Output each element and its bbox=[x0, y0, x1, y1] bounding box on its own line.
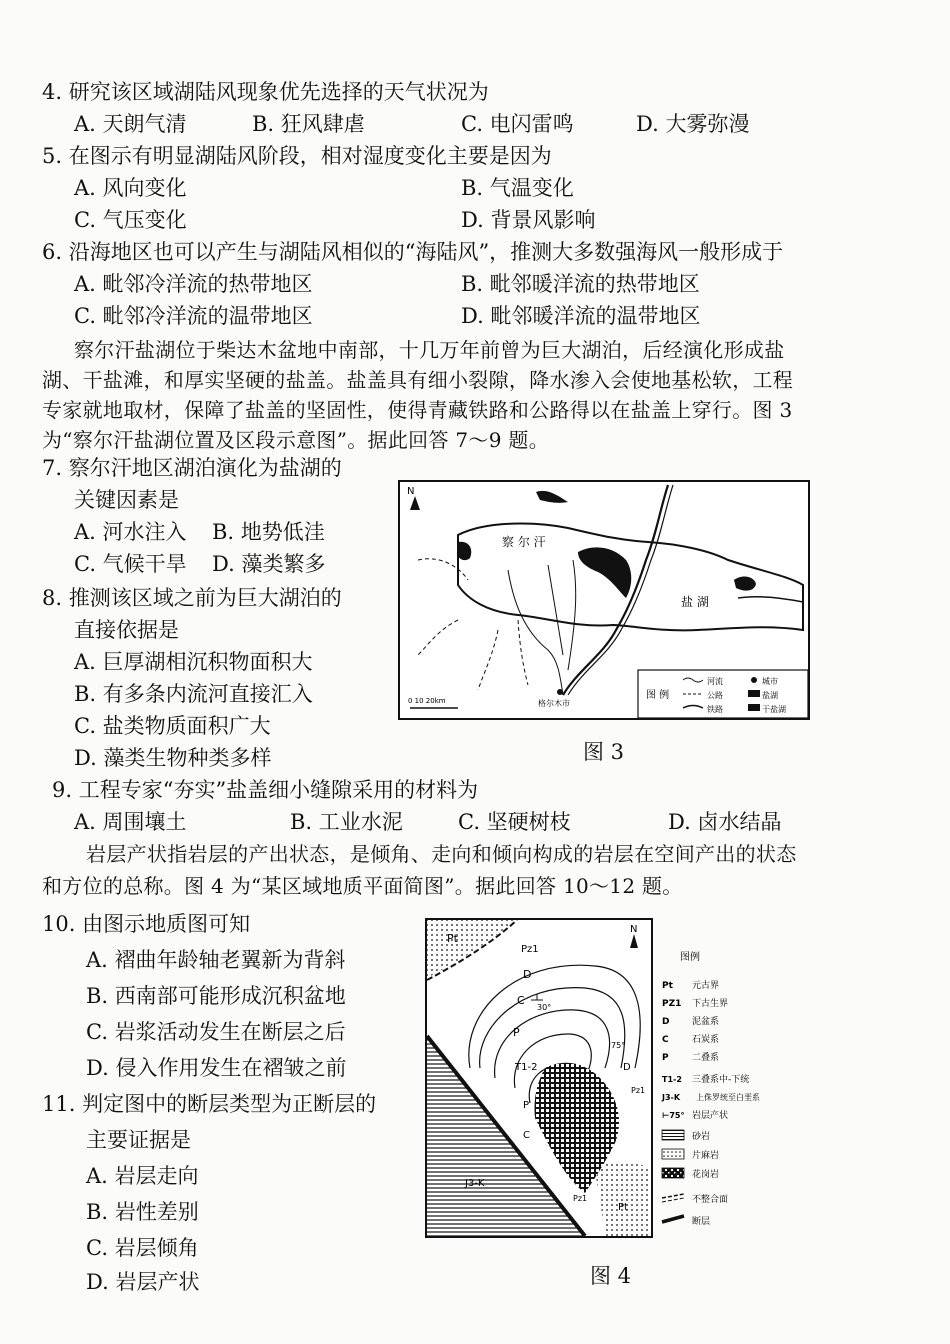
svg-text:P: P bbox=[662, 1053, 669, 1063]
q4-option-c[interactable]: C. 电闪雷鸣 bbox=[461, 112, 574, 136]
svg-text:公路: 公路 bbox=[707, 691, 723, 700]
svg-text:T1-2: T1-2 bbox=[662, 1075, 682, 1084]
figure-4-caption: 图 4 bbox=[590, 1264, 632, 1288]
passage1-line2: 湖、干盐滩，和厚实坚硬的盐盖。盐盖具有细小裂隙，降水渗入会使地基松软，工程 bbox=[42, 368, 794, 392]
svg-text:岩层产状: 岩层产状 bbox=[692, 1111, 729, 1121]
q4-option-d[interactable]: D. 大雾弥漫 bbox=[636, 112, 750, 136]
q9-option-d[interactable]: D. 卤水结晶 bbox=[668, 810, 782, 834]
q7-option-a[interactable]: A. 河水注入 bbox=[74, 520, 187, 544]
passage2-line1: 岩层产状指岩层的产出状态，是倾角、走向和倾向构成的岩层在空间产出的状态 bbox=[86, 842, 797, 866]
q7-option-c[interactable]: C. 气候干旱 bbox=[74, 552, 187, 576]
svg-text:Pt: Pt bbox=[447, 932, 458, 945]
svg-text:D: D bbox=[523, 968, 532, 981]
svg-text:30°: 30° bbox=[537, 1003, 552, 1012]
svg-text:Pt: Pt bbox=[618, 1202, 628, 1213]
svg-text:泥盆系: 泥盆系 bbox=[692, 1017, 720, 1027]
figure-4-geologic-map bbox=[425, 918, 655, 1240]
figure-3-caption: 图 3 bbox=[583, 740, 625, 764]
q11-option-c[interactable]: C. 岩层倾角 bbox=[86, 1236, 199, 1260]
q5-option-d[interactable]: D. 背景风影响 bbox=[461, 208, 596, 232]
svg-text:图例: 图例 bbox=[680, 952, 700, 963]
figure-4-legend bbox=[658, 946, 798, 1236]
svg-text:N: N bbox=[407, 486, 415, 497]
svg-text:C: C bbox=[523, 1130, 530, 1141]
svg-text:D: D bbox=[623, 1062, 631, 1073]
svg-text:下古生界: 下古生界 bbox=[692, 999, 729, 1009]
q9-option-a[interactable]: A. 周围壤土 bbox=[74, 810, 187, 834]
svg-text:片麻岩: 片麻岩 bbox=[692, 1151, 720, 1161]
svg-text:铁路: 铁路 bbox=[707, 705, 723, 714]
lake-label-yanhu: 盐 湖 bbox=[681, 595, 709, 609]
q8-stem-cont: 直接依据是 bbox=[74, 618, 179, 642]
q7-stem-cont: 关键因素是 bbox=[74, 488, 179, 512]
svg-text:0 10 20km: 0 10 20km bbox=[408, 697, 446, 705]
q11-option-d[interactable]: D. 岩层产状 bbox=[86, 1270, 200, 1294]
figure-3-legend bbox=[638, 670, 808, 718]
svg-text:J3-K: J3-K bbox=[662, 1093, 681, 1102]
svg-text:城市: 城市 bbox=[762, 677, 778, 686]
q7-option-b[interactable]: B. 地势低洼 bbox=[212, 520, 325, 544]
svg-text:75°: 75° bbox=[611, 1041, 626, 1050]
lake-label-chaerhan: 察 尔 汗 bbox=[502, 535, 546, 549]
q10-stem: 10. 由图示地质图可知 bbox=[42, 912, 251, 936]
q5-stem: 5. 在图示有明显湖陆风阶段，相对湿度变化主要是因为 bbox=[42, 144, 552, 168]
passage1-line4: 为“察尔汗盐湖位置及区段示意图”。据此回答 7～9 题。 bbox=[42, 428, 550, 452]
svg-text:⊢75°: ⊢75° bbox=[662, 1111, 685, 1120]
q4-option-a[interactable]: A. 天朗气清 bbox=[74, 112, 187, 136]
svg-text:C: C bbox=[517, 994, 525, 1007]
svg-text:Pz1: Pz1 bbox=[521, 944, 539, 955]
q6-option-c[interactable]: C. 毗邻冷洋流的温带地区 bbox=[74, 304, 313, 328]
q4-option-b[interactable]: B. 狂风肆虐 bbox=[252, 112, 365, 136]
passage2-line2: 和方位的总称。图 4 为“某区域地质平面简图”。据此回答 10～12 题。 bbox=[42, 874, 683, 898]
svg-text:Pz1: Pz1 bbox=[631, 1086, 646, 1095]
q9-option-b[interactable]: B. 工业水泥 bbox=[290, 810, 403, 834]
svg-text:T1-2: T1-2 bbox=[515, 1062, 538, 1073]
svg-text:Pz1: Pz1 bbox=[573, 1194, 588, 1203]
svg-text:上侏罗统至白垩系: 上侏罗统至白垩系 bbox=[696, 1093, 760, 1102]
q6-stem: 6. 沿海地区也可以产生与湖陆风相似的“海陆风”，推测大多数强海风一般形成于 bbox=[42, 240, 784, 264]
q11-option-b[interactable]: B. 岩性差别 bbox=[86, 1200, 199, 1224]
svg-text:D: D bbox=[662, 1017, 670, 1027]
svg-text:三叠系中-下统: 三叠系中-下统 bbox=[692, 1075, 750, 1085]
svg-text:不整合面: 不整合面 bbox=[692, 1195, 729, 1205]
q8-stem: 8. 推测该区域之前为巨大湖泊的 bbox=[42, 586, 342, 610]
q8-option-b[interactable]: B. 有多条内流河直接汇入 bbox=[74, 682, 313, 706]
q11-option-a[interactable]: A. 岩层走向 bbox=[86, 1164, 199, 1188]
q11-stem-cont: 主要证据是 bbox=[86, 1128, 191, 1152]
q10-option-a[interactable]: A. 褶曲年龄轴老翼新为背斜 bbox=[86, 948, 346, 972]
q7-stem: 7. 察尔汗地区湖泊演化为盐湖的 bbox=[42, 456, 342, 480]
q4-stem: 4. 研究该区域湖陆风现象优先选择的天气状况为 bbox=[42, 80, 489, 104]
passage1-line3: 专家就地取材，保障了盐盖的坚固性，使得青藏铁路和公路得以在盐盖上穿行。图 3 bbox=[42, 398, 793, 422]
svg-text:干盐湖: 干盐湖 bbox=[762, 705, 786, 714]
q10-option-d[interactable]: D. 侵入作用发生在褶皱之前 bbox=[86, 1056, 347, 1080]
q10-option-c[interactable]: C. 岩浆活动发生在断层之后 bbox=[86, 1020, 346, 1044]
svg-text:花岗岩: 花岗岩 bbox=[692, 1170, 720, 1180]
svg-text:P: P bbox=[523, 1100, 530, 1111]
q5-option-a[interactable]: A. 风向变化 bbox=[74, 176, 187, 200]
svg-text:二叠系: 二叠系 bbox=[692, 1053, 720, 1063]
svg-text:图 例: 图 例 bbox=[646, 690, 670, 701]
q9-option-c[interactable]: C. 坚硬树枝 bbox=[458, 810, 571, 834]
q6-option-a[interactable]: A. 毗邻冷洋流的热带地区 bbox=[74, 272, 313, 296]
q8-option-a[interactable]: A. 巨厚湖相沉积物面积大 bbox=[74, 650, 313, 674]
city-label: 格尔木市 bbox=[538, 699, 570, 708]
svg-text:PZ1: PZ1 bbox=[662, 999, 682, 1009]
svg-text:河流: 河流 bbox=[707, 677, 723, 686]
svg-text:断层: 断层 bbox=[692, 1217, 711, 1227]
figure-3-map bbox=[398, 480, 810, 720]
q6-option-b[interactable]: B. 毗邻暖洋流的热带地区 bbox=[461, 272, 700, 296]
q11-stem: 11. 判定图中的断层类型为正断层的 bbox=[42, 1092, 377, 1116]
svg-text:J3-K: J3-K bbox=[465, 1178, 485, 1189]
q9-stem: 9. 工程专家“夯实”盐盖细小缝隙采用的材料为 bbox=[52, 778, 479, 802]
q5-option-b[interactable]: B. 气温变化 bbox=[461, 176, 574, 200]
q7-option-d[interactable]: D. 藻类繁多 bbox=[212, 552, 326, 576]
passage1-line1: 察尔汗盐湖位于柴达木盆地中南部，十几万年前曾为巨大湖泊，后经演化形成盐 bbox=[74, 338, 785, 362]
q8-option-c[interactable]: C. 盐类物质面积广大 bbox=[74, 714, 271, 738]
svg-text:砂岩: 砂岩 bbox=[692, 1132, 711, 1142]
q8-option-d[interactable]: D. 藻类生物种类多样 bbox=[74, 746, 272, 770]
q6-option-d[interactable]: D. 毗邻暖洋流的温带地区 bbox=[461, 304, 701, 328]
svg-text:石炭系: 石炭系 bbox=[692, 1035, 720, 1045]
svg-text:Pt: Pt bbox=[662, 981, 673, 991]
svg-text:元古界: 元古界 bbox=[692, 981, 720, 991]
svg-text:P: P bbox=[513, 1026, 520, 1039]
q5-option-c[interactable]: C. 气压变化 bbox=[74, 208, 187, 232]
q10-option-b[interactable]: B. 西南部可能形成沉积盆地 bbox=[86, 984, 346, 1008]
svg-text:盐湖: 盐湖 bbox=[762, 691, 778, 700]
svg-text:N: N bbox=[630, 924, 638, 935]
svg-text:C: C bbox=[662, 1035, 669, 1045]
